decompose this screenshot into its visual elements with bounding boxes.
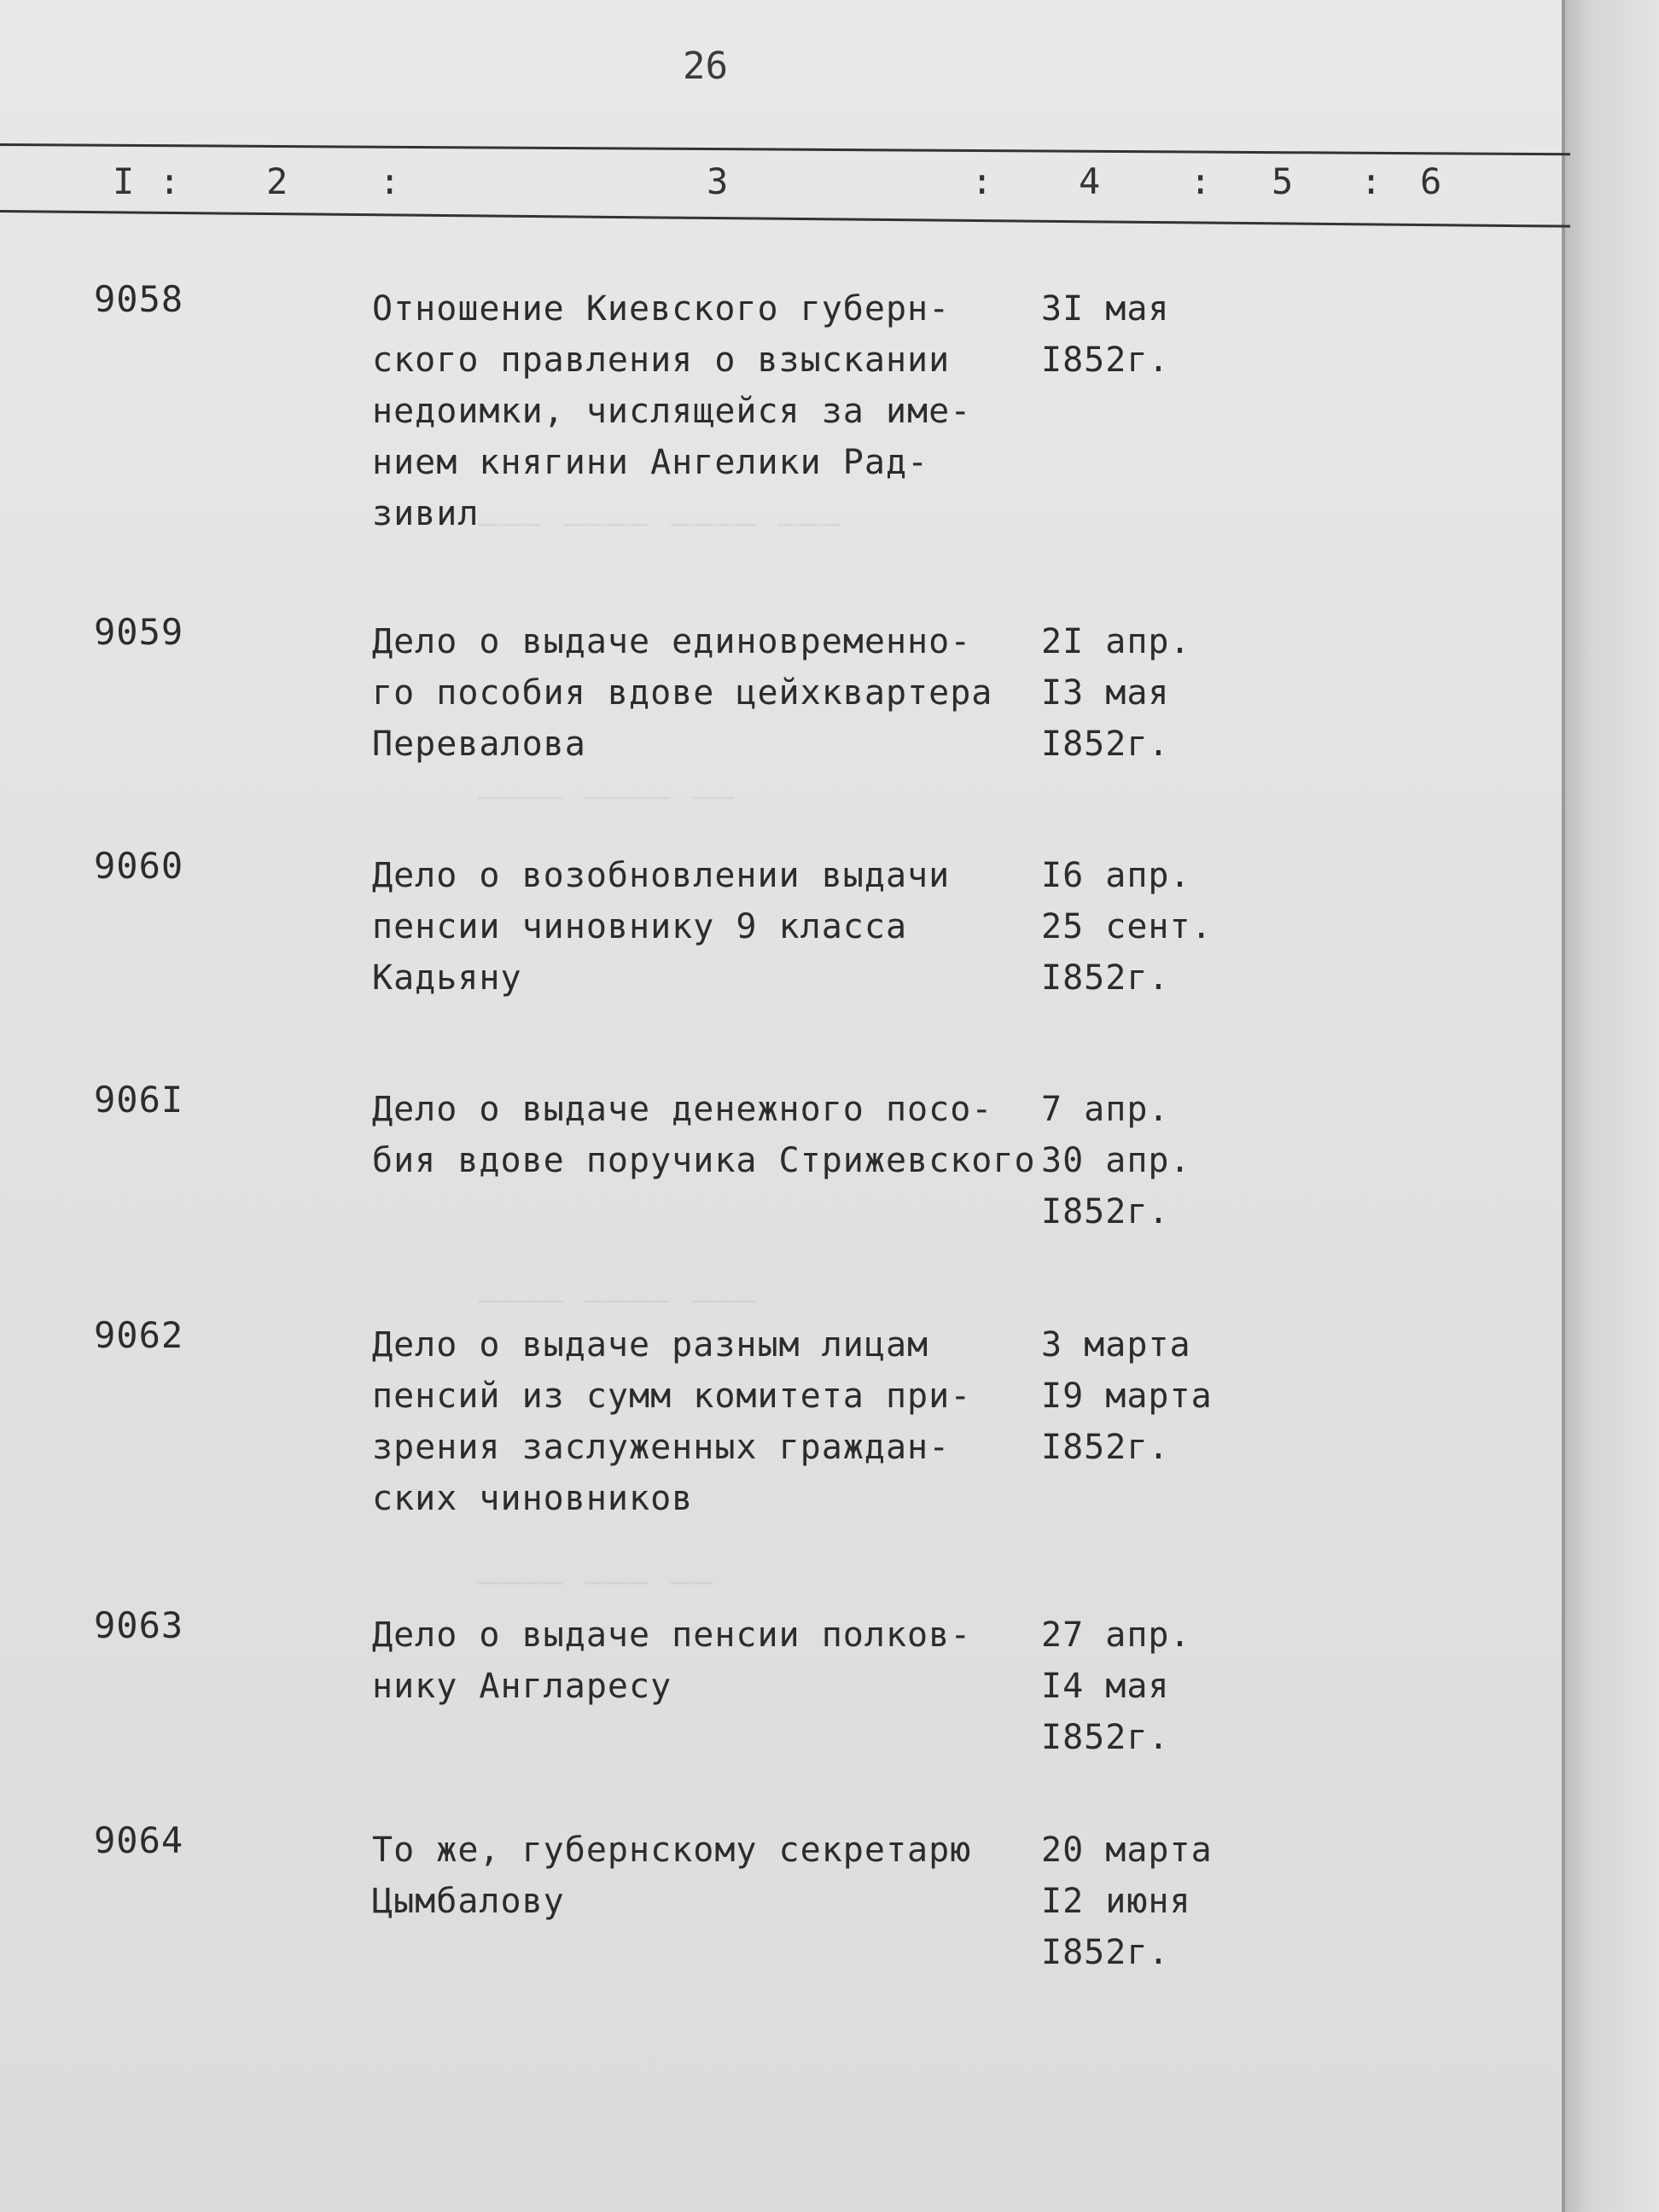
column-separator: : <box>1190 160 1212 202</box>
entry-date: I4 мая <box>1041 1667 1170 1706</box>
entry-dates <box>1041 1084 1191 1237</box>
column-separator: : <box>159 160 181 202</box>
entry-dates <box>1041 1610 1191 1763</box>
entry-date: 25 сент. <box>1041 907 1213 946</box>
column-separator: : <box>379 160 401 202</box>
entry-number: 9063 <box>94 1604 184 1646</box>
entry-date: I852г. <box>1041 1718 1170 1757</box>
entry-title: Дело о выдаче единовременно- го пособия вдове цейхквартера Перевалова <box>372 622 993 764</box>
entry-date: I3 мая <box>1041 673 1170 713</box>
entry-date: I852г. <box>1041 1933 1170 1972</box>
entry-title: Дело о выдаче денежного посо- бия вдове поручика Стрижевского <box>372 1090 1036 1180</box>
page-edge-shadow <box>1562 0 1659 2212</box>
bleed-through-text: ———— ——— —— <box>478 1562 713 1601</box>
entry-date: I852г. <box>1041 1428 1170 1467</box>
entry-date: I852г. <box>1041 725 1170 764</box>
entry-date: 2I апр. <box>1041 622 1191 661</box>
entry-date: I852г. <box>1041 958 1170 998</box>
bleed-through-text: ———— ———— —— <box>478 777 735 816</box>
entry-number: 9060 <box>94 845 184 887</box>
column-header-4: 4 <box>1079 160 1101 202</box>
column-separator: : <box>971 160 993 202</box>
entry-title: То же, губернскому секретарю Цымбалову <box>372 1831 972 1921</box>
entry-dates <box>1041 1319 1213 1473</box>
entry-dates <box>1041 616 1191 770</box>
page-number: 26 <box>683 44 728 88</box>
page-edge-line <box>1562 0 1565 2212</box>
entry-date: I852г. <box>1041 341 1170 380</box>
entry-dates <box>1041 283 1170 386</box>
entry-date: I852г. <box>1041 1192 1170 1231</box>
entry-date: I6 апр. <box>1041 856 1191 895</box>
entry-dates <box>1041 1825 1213 1978</box>
column-header-1: I <box>113 160 135 202</box>
column-separator: : <box>1360 160 1382 202</box>
entry-date: 7 апр. <box>1041 1090 1170 1129</box>
entry-date: I9 марта <box>1041 1377 1213 1416</box>
entry-title: Дело о выдаче пенсии полков- нику Англаресу <box>372 1615 972 1706</box>
column-header-5: 5 <box>1272 160 1294 202</box>
entry-number: 9059 <box>94 611 184 653</box>
entry-title: Дело о возобновлении выдачи пенсии чиновнику 9 класса Кадьяну <box>372 856 951 998</box>
entry-date: 3 марта <box>1041 1325 1191 1365</box>
entry-title: Дело о выдаче разным лицам пенсий из сумм комитета при- зрения заслуженных граждан- ских чиновников <box>372 1325 972 1518</box>
entry-date: 20 марта <box>1041 1831 1213 1870</box>
entry-date: 27 апр. <box>1041 1615 1191 1655</box>
entry-date: 30 апр. <box>1041 1141 1191 1180</box>
entry-date: I2 июня <box>1041 1882 1191 1921</box>
bleed-through-text: ———— ———— ——— <box>478 1280 757 1319</box>
entry-number: 9062 <box>94 1314 184 1356</box>
entry-title: Отношение Киевского губерн- ского правления о взыскании недоимки, числящейся за име- нием княгини Ангелики Рад- зивил <box>372 289 972 533</box>
entry-number: 906I <box>94 1079 184 1121</box>
column-header-2: 2 <box>266 160 288 202</box>
entry-number: 9064 <box>94 1819 184 1861</box>
column-header-3: 3 <box>707 160 729 202</box>
column-header-6: 6 <box>1420 160 1442 202</box>
entry-date: 3I мая <box>1041 289 1170 329</box>
bleed-through-text: ——— ———— ———— ——— <box>478 504 842 543</box>
entry-dates <box>1041 850 1213 1004</box>
entry-number: 9058 <box>94 278 184 320</box>
